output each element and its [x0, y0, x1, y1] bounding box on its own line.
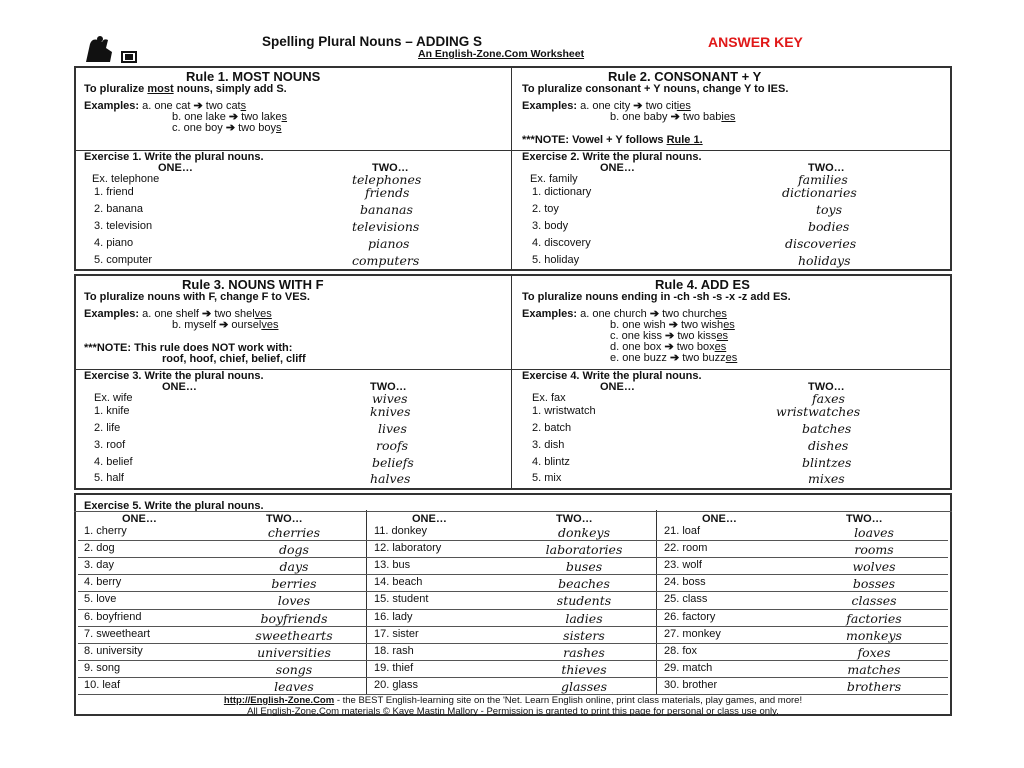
list-item: 1. dictionary — [532, 186, 592, 198]
table-row-answer: beaches — [558, 576, 610, 592]
table-row-word: 4. berry — [84, 576, 122, 589]
table-row-word: 17. sister — [374, 627, 419, 640]
ex5-row-rule — [78, 609, 948, 610]
list-item: Ex. fax — [532, 392, 566, 404]
english-zone-logo — [82, 34, 142, 64]
table-row-word: 24. boss — [664, 576, 706, 589]
list-item: 1. wristwatch — [532, 405, 596, 417]
table-row-word: 23. wolf — [664, 559, 702, 572]
table-row-word: 25. class — [664, 593, 708, 606]
table-row-answer: loaves — [854, 525, 894, 540]
footer — [74, 695, 952, 717]
table-row-word: 3. day — [84, 559, 114, 572]
list-item: 3. body — [532, 220, 569, 232]
table-row-answer: dogs — [279, 542, 309, 558]
table-row-word: 16. lady — [374, 610, 413, 623]
list-item: 5. computer — [94, 254, 153, 266]
table-row-answer: rashes — [563, 644, 605, 660]
list-item: 4. blintz — [532, 456, 570, 468]
table-row-word: 10. leaf — [84, 678, 121, 691]
answer: blintzes — [802, 455, 852, 470]
rule3-example-a: Examples: a. one shelf ➔ two shelves — [84, 308, 272, 320]
ex5-col3-two-header: TWO… — [846, 513, 883, 525]
list-item: 1. knife — [94, 405, 130, 417]
rule2-example-b: b. one baby ➔ two babies — [610, 111, 736, 123]
list-item: 3. dish — [532, 439, 565, 451]
table-row-word: 26. factory — [664, 610, 716, 623]
answer: pianos — [368, 236, 410, 251]
ex5-row-rule — [78, 626, 948, 627]
table-row-answer: factories — [846, 610, 902, 626]
list-item: Ex. telephone — [92, 173, 160, 185]
answer: friends — [365, 185, 410, 200]
table-row-answer: ladies — [565, 610, 603, 626]
table-row-answer: cherries — [267, 525, 321, 540]
rule2-description: To pluralize consonant + Y nouns, change Y to IES. — [522, 83, 789, 95]
ex5-header-rule — [74, 511, 952, 512]
answer: roofs — [376, 438, 409, 453]
page-subtitle[interactable]: An English-Zone.Com Worksheet — [418, 48, 585, 60]
table-row-word: 30. brother — [664, 678, 718, 691]
rule4-example-a: Examples: a. one church ➔ two churches — [522, 308, 727, 320]
answer: telephones — [352, 172, 422, 187]
rule2-note: ***NOTE: Vowel + Y follows Rule 1. — [522, 134, 703, 146]
table-row-answer: classes — [851, 593, 897, 609]
ex5-col2-two-header: TWO… — [556, 513, 593, 525]
table-row-word: 2. dog — [84, 542, 115, 555]
answer: televisions — [352, 219, 420, 234]
answer: lives — [378, 421, 407, 436]
rule4-example-d: d. one box ➔ two boxes — [610, 341, 727, 353]
table-row-word: 19. thief — [374, 661, 414, 674]
table-row-answer: leaves — [274, 678, 314, 694]
list-item: 2. life — [94, 422, 121, 434]
table-row-word: 29. match — [664, 661, 713, 674]
table-row-word: 28. fox — [664, 644, 698, 657]
table-row-answer: sisters — [563, 627, 605, 643]
table-row-word: 27. monkey — [664, 627, 721, 640]
answer: computers — [352, 253, 420, 268]
ex3-one-header: ONE… — [162, 381, 197, 393]
rule1-example-c: c. one boy ➔ two boys — [172, 122, 282, 134]
ex1-one-header: ONE… — [158, 162, 193, 174]
rule4-title: Rule 4. ADD ES — [655, 277, 750, 292]
rule3-title: Rule 3. NOUNS WITH F — [182, 277, 324, 292]
table-row-word: 22. room — [664, 542, 708, 555]
answer: discoveries — [785, 236, 857, 251]
answer: beliefs — [372, 455, 414, 470]
ex4-title: Exercise 4. Write the plural nouns. — [522, 370, 702, 382]
rule3-example-b: b. myself ➔ ourselves — [172, 319, 279, 331]
table-row-word: 1. cherry — [84, 525, 127, 537]
list-item: 4. discovery — [532, 237, 591, 249]
rule3-description: To pluralize nouns with F, change F to VES. — [84, 291, 310, 303]
rule2-example-a: Examples: a. one city ➔ two cities — [522, 100, 691, 112]
answer: holidays — [798, 253, 851, 268]
table-row-answer: buses — [565, 559, 603, 575]
answer: bananas — [360, 202, 413, 217]
table-row-answer: days — [279, 559, 309, 575]
answer: knives — [370, 404, 411, 419]
ex3-two-header: TWO… — [370, 381, 407, 393]
rule1-title: Rule 1. MOST NOUNS — [186, 69, 321, 84]
ex4-one-header: ONE… — [600, 381, 635, 393]
table-row-word: 20. glass — [374, 678, 419, 691]
answer: wives — [372, 391, 408, 406]
table-row-answer: glasses — [560, 678, 608, 694]
table-row-answer: wolves — [852, 559, 896, 575]
ex5-row-rule — [78, 557, 948, 558]
rule3-note: ***NOTE: This rule does NOT work with: — [84, 342, 293, 354]
answer: mixes — [808, 471, 845, 486]
ex1-two-header: TWO… — [372, 162, 409, 174]
ex2-one-header: ONE… — [600, 162, 635, 174]
table-row-word: 14. beach — [374, 576, 423, 589]
ex2-title: Exercise 2. Write the plural nouns. — [522, 151, 702, 163]
list-item: 3. roof — [94, 439, 126, 451]
ex5-row-rule — [78, 591, 948, 592]
ex3-title: Exercise 3. Write the plural nouns. — [84, 370, 264, 382]
ex5-col3-one-header: ONE… — [702, 513, 737, 525]
answer: bodies — [808, 219, 850, 234]
table-row-answer: loves — [277, 593, 311, 609]
table-row-answer: thieves — [561, 661, 607, 677]
ex4-two-header: TWO… — [808, 381, 845, 393]
ex5-title: Exercise 5. Write the plural nouns. — [84, 500, 264, 512]
table-row-word: 9. song — [84, 661, 121, 674]
ex5-row-rule — [78, 643, 948, 644]
list-item: 5. holiday — [532, 254, 580, 266]
answer-key-label: ANSWER KEY — [708, 34, 803, 50]
rule1-example-a: Examples: a. one cat ➔ two cats — [84, 100, 247, 112]
answer: toys — [816, 202, 843, 217]
table-row-word: 7. sweetheart — [84, 627, 151, 640]
answer: faxes — [812, 391, 845, 406]
list-item: Ex. family — [530, 173, 578, 185]
ex5-col2-one-header: ONE… — [412, 513, 447, 525]
footer-line-1: http://English-Zone.Com - the BEST English-learning site on the 'Net. Learn English online, print class materials, play games, and more! — [223, 695, 803, 706]
table-row-word: 6. boyfriend — [84, 610, 142, 623]
table-row-word: 13. bus — [374, 559, 411, 572]
ex2-two-header: TWO… — [808, 162, 845, 174]
table-row-word: 8. university — [84, 644, 143, 657]
table-row-answer: matches — [847, 661, 901, 677]
rule1-example-b: b. one lake ➔ two lakes — [172, 111, 288, 123]
answer: families — [798, 172, 848, 187]
list-item: 1. friend — [94, 186, 134, 198]
list-item: 4. piano — [94, 237, 134, 249]
list-item: 2. toy — [532, 203, 559, 215]
rule4-description: To pluralize nouns ending in -ch -sh -s -x -z add ES. — [522, 291, 791, 303]
list-item: 5. mix — [532, 472, 562, 484]
table-row-answer: laboratories — [545, 542, 623, 558]
answer: dictionaries — [782, 185, 857, 200]
table-row-answer: bosses — [852, 576, 896, 592]
rule4-example-b: b. one wish ➔ two wishes — [610, 319, 735, 331]
table-row-answer: foxes — [857, 644, 891, 660]
table-row-answer: universities — [257, 644, 331, 660]
list-item: 5. half — [94, 472, 124, 484]
rule3-note-list: roof, hoof, chief, belief, cliff — [162, 353, 306, 365]
table-row-answer: brothers — [846, 678, 902, 694]
table-row-word: 5. love — [84, 593, 117, 606]
table-row-word: 12. laboratory — [374, 542, 442, 555]
answer: halves — [370, 471, 411, 486]
ex1-title: Exercise 1. Write the plural nouns. — [84, 151, 264, 163]
table-row-answer: sweethearts — [255, 627, 333, 643]
table-row-answer: monkeys — [846, 627, 902, 643]
ex5-col1-one-header: ONE… — [122, 513, 157, 525]
answer: batches — [802, 421, 852, 436]
ex5-row-rule — [78, 660, 948, 661]
ex5-row-rule — [78, 677, 948, 678]
table-row-answer: donkeys — [557, 525, 611, 540]
table-row-answer: boyfriends — [260, 610, 328, 626]
ex5-col1-two-header: TWO… — [266, 513, 303, 525]
table-row-answer: students — [556, 593, 612, 609]
answer: wristwatches — [776, 404, 861, 419]
rule4-example-c: c. one kiss ➔ two kisses — [610, 330, 729, 342]
page-title: Spelling Plural Nouns – ADDING S — [262, 34, 483, 49]
rule1-description: To pluralize most nouns, simply add S. — [84, 83, 287, 95]
list-item: 2. banana — [94, 203, 143, 215]
table-row-word: 21. loaf — [664, 525, 701, 537]
table-row-answer: berries — [271, 576, 317, 592]
list-item: 3. television — [94, 220, 153, 232]
answer: dishes — [808, 438, 849, 453]
rule2-title: Rule 2. CONSONANT + Y — [608, 69, 762, 84]
ex5-row-rule — [78, 574, 948, 575]
list-item: 4. belief — [94, 456, 133, 468]
table-row-answer: rooms — [854, 542, 894, 558]
list-item: 2. batch — [532, 422, 572, 434]
footer-line-2: All English-Zone.Com materials © Kaye Mastin Mallory - Permission is granted to print this page for personal or class use only. — [247, 706, 779, 717]
rule4-example-e: e. one buzz ➔ two buzzes — [610, 352, 738, 364]
table-row-word: 15. student — [374, 593, 429, 606]
footer-link[interactable]: http://English-Zone.Com — [223, 695, 335, 706]
table-row-word: 11. donkey — [374, 525, 428, 537]
table-row-answer: songs — [275, 661, 313, 677]
ex5-row-rule — [78, 540, 948, 541]
list-item: Ex. wife — [94, 392, 133, 404]
table-row-word: 18. rash — [374, 644, 414, 657]
